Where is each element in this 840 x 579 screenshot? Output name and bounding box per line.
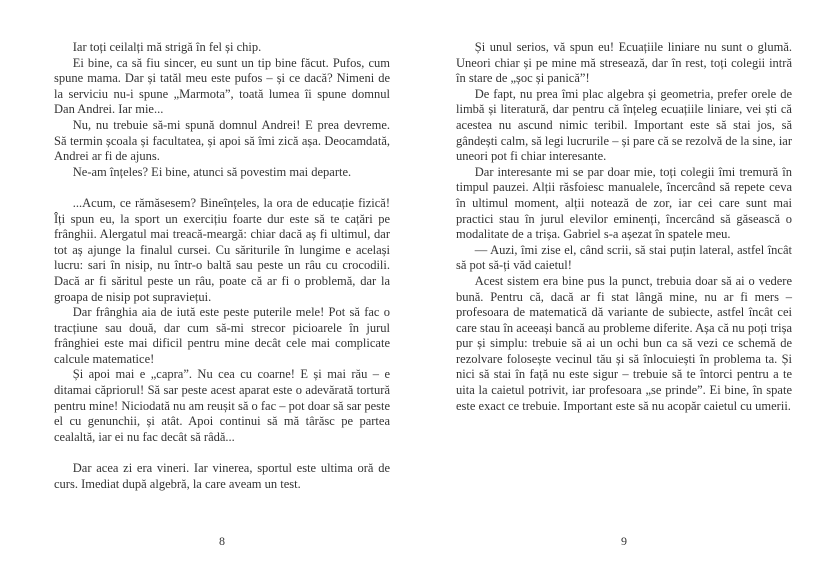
page-left-text (54, 40, 390, 492)
page-right-text (456, 40, 792, 414)
paragraph: Ne-am înțeles? Ei bine, atunci să povestim mai departe. (72, 164, 352, 179)
paragraph: Dar frânghia aia de iută este peste puterile mele! Pot să fac o tracțiune sau două, dar cum să-mi strecor picioarele în jurul frânghiei este mai dificil pentru mine decât cele mai complicate calcule matematice! (54, 305, 390, 366)
page-number-right: 9 (621, 534, 627, 548)
page-right (420, 0, 840, 579)
paragraph: Acest sistem era bine pus la punct, trebuia doar să ai o vedere bună. Pentru că, dacă ar fi stat lângă mine, nu ar fi mers – profesoara de matematică dă variante de subiecte, astfel încât cei care stau în aceeași bancă au probleme diferite. Așa că nu poți trișa pur și simplu: trebuie să ai un ochi bun ca să vezi ce schemă de rezolvare folosește vecinul tău și să înlocuiești în problema ta. Și nici să stai în față nu este sigur – trebuie să te întorci pentru a te uita la caietul potrivit, iar profesoara „se prinde”. Ei bine, în spate este exact ce trebuie. Important este să nu acopăr caietul cu umerii. (456, 273, 792, 413)
paragraph: Și apoi mai e „capra”. Nu cea cu coarne! E și mai rău – e ditamai căpriorul! Să sar peste acest aparat este o adevărată tortură pentru mine! Niciodată nu am reușit să o fac – pot doar să sar peste el cu genunchii, și atât. Apoi continui să mă târăsc pe partea cealaltă, iar ei nu fac decât să râdă... (54, 367, 390, 444)
paragraph: De fapt, nu prea îmi plac algebra și geometria, prefer orele de limbă și literatură, dar pentru că înțeleg ecuațiile liniare, vei ști că acestea nu ascund nimic teribil. Important este să stai jos, să gândești calm, să legi lucrurile – și pare că se rezolvă de la sine, iar uneori pot fi chiar interesante. (456, 86, 792, 164)
page-number-left: 8 (219, 534, 225, 548)
paragraph: Dar acea zi era vineri. Iar vinerea, sportul este ultima oră de curs. Imediat după algebră, la care aveam un test. (54, 461, 390, 491)
paragraph: Ei bine, ca să fiu sincer, eu sunt un tip bine făcut. Pufos, cum spune mama. Dar și tatăl meu este pufos – și ce dacă? Nimeni de la serviciu nu-i spune „Marmota”, toată lumea îi spune domnul Dan Andrei. Iar mie... (54, 55, 390, 117)
paragraph: Iar toți ceilalți mă strigă în fel și chip. (72, 40, 262, 54)
paragraph: ...Acum, ce rămăsesem? Bineînțeles, la ora de educație fizică! Îți spun eu, la sport un exercițiu foarte dur este să te cațări pe frânghii. Alergatul mai treacă-meargă: chiar dacă aș fi ultimul, dar tot aș ajunge la finalul cursei. Cu săriturile în lungime e același lucru: sari în nisip, nu într-o baltă sau peste un râu cu crocodili. Dacă ar fi săritul peste un râu, poate că ar fi o problemă, dar la groapa de nisip pot supraviețui. (54, 195, 390, 304)
paragraph: Și unul serios, vă spun eu! Ecuațiile liniare nu sunt o glumă. Uneori chiar și pe mine mă stresează, dar în rest, toți colegii intră în stare de „șoc și panică”! (456, 40, 792, 86)
paragraph: Nu, nu trebuie să-mi spună domnul Andrei! E prea devreme. Să termin școala și facultatea, și apoi să îmi zică așa. Deocamdată, Andrei ar fi de ajuns. (54, 117, 390, 164)
paragraph: Dar interesante mi se par doar mie, toți colegii îmi tremură în timpul pauzei. Alții răsfoiesc manualele, încercând să repete ceva în ultimul moment, alții notează de zor, iar cei care sunt mai practici stau în jurul elevilor eminenți, încercând să găsească o modalitate de a trișa. Gabriel s-a așezat în spatele meu. (456, 164, 792, 242)
paragraph: — Auzi, îmi zise el, când scrii, să stai puțin lateral, astfel încât să pot să-ți văd caietul! (456, 242, 792, 273)
